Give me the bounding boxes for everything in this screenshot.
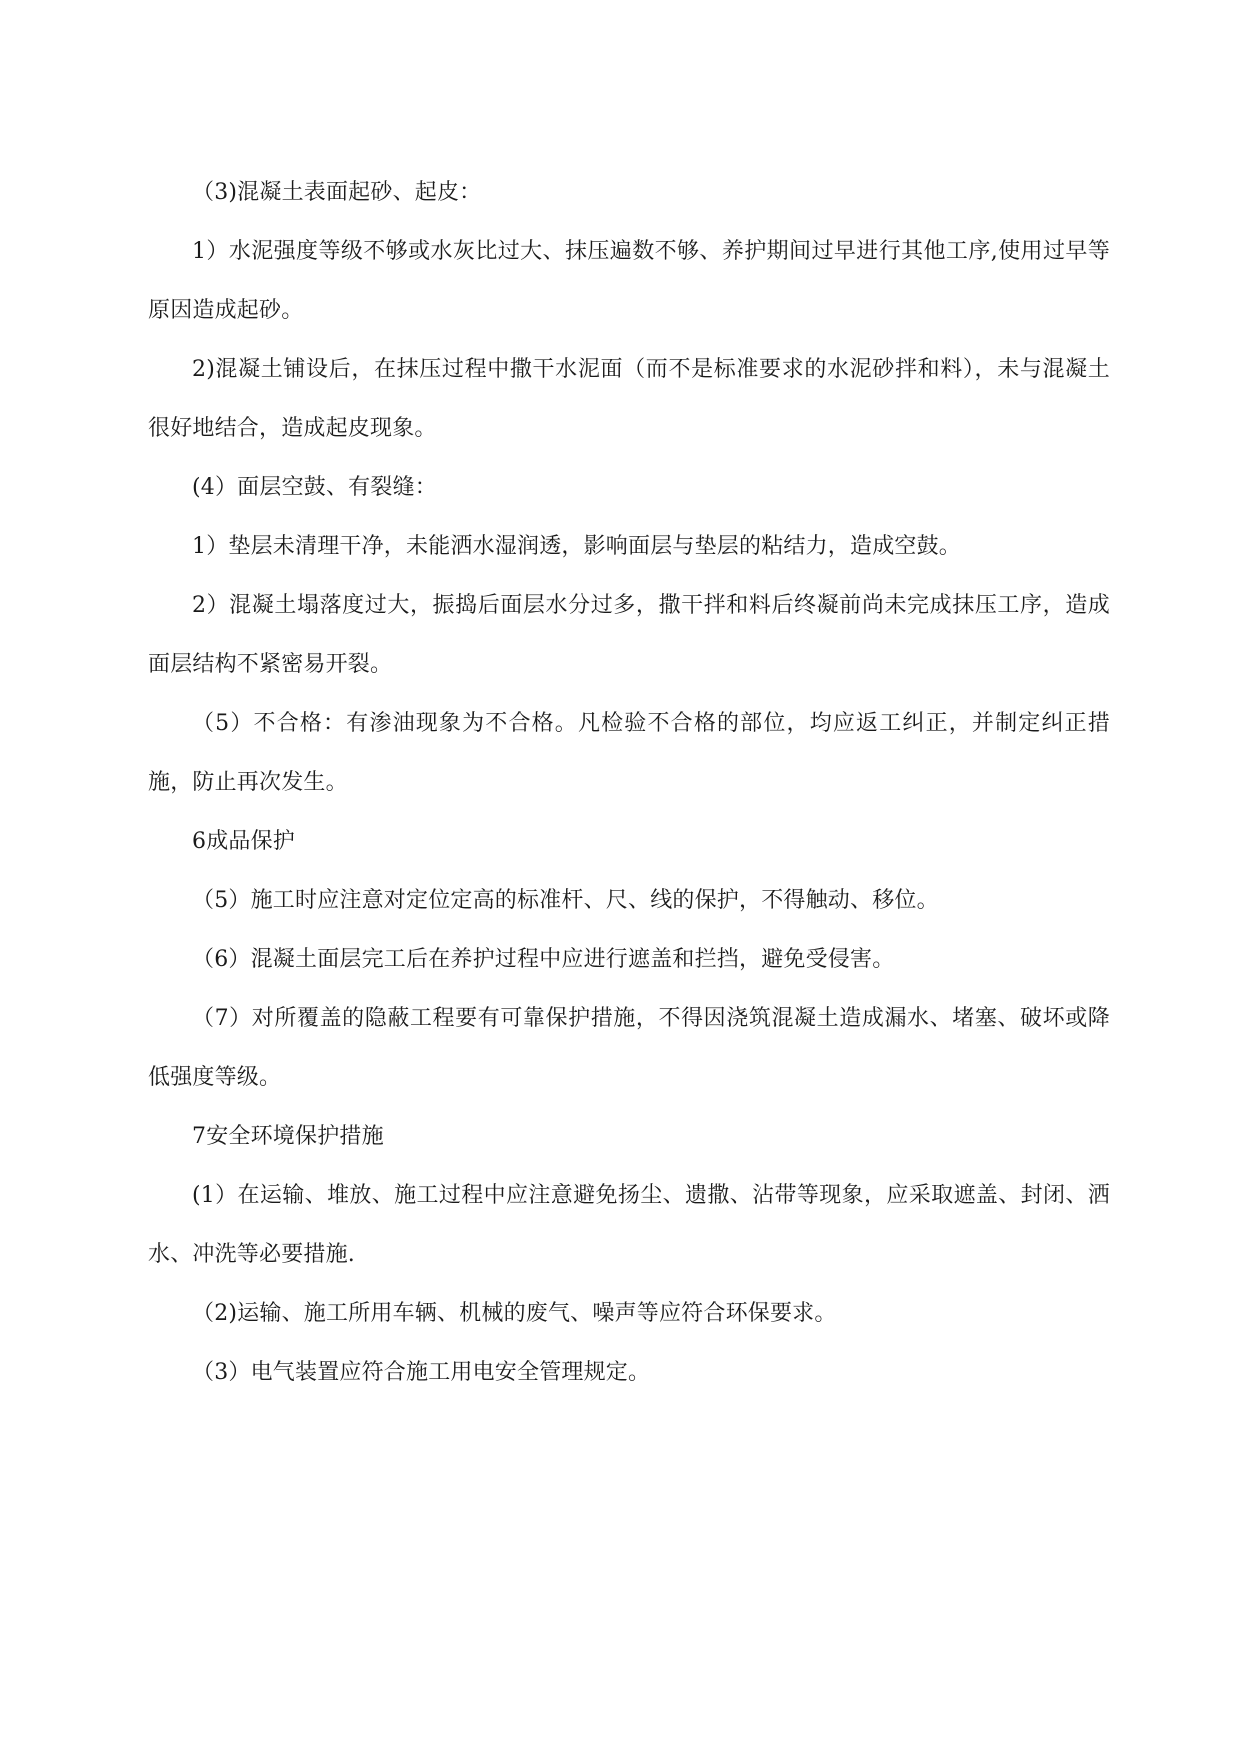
paragraph-safety-item-3: （3）电气装置应符合施工用电安全管理规定。 — [192, 1360, 651, 1385]
paragraph-safety-item-2: （2)运输、施工所用车辆、机械的废气、噪声等应符合环保要求。 — [192, 1301, 837, 1326]
paragraph-surface-sanding-heading: （3)混凝土表面起砂、起皮： — [192, 180, 482, 205]
paragraph-crack-cause: 2）混凝土塌落度过大，振捣后面层水分过多，撒干拌和料后终凝前尚未完成抹压工序，造成面层结构不紧密易开裂。 — [148, 593, 1110, 677]
paragraph-nonconformance: （5）不合格：有渗油现象为不合格。凡检验不合格的部位，均应返工纠正，并制定纠正措施，防止再次发生。 — [148, 711, 1110, 795]
paragraph-protection-item-6: （6）混凝土面层完工后在养护过程中应进行遮盖和拦挡，避免受侵害。 — [192, 947, 895, 972]
paragraph-safety-item-1: (1）在运输、堆放、施工过程中应注意避免扬尘、遗撒、沾带等现象，应采取遮盖、封闭、洒水、冲洗等必要措施. — [148, 1183, 1110, 1267]
paragraph-peeling-cause: 2)混凝土铺设后，在抹压过程中撒干水泥面（而不是标准要求的水泥砂拌和料），未与混凝土很好地结合，造成起皮现象。 — [148, 357, 1110, 441]
section-heading-safety-environment: 7安全环境保护措施 — [192, 1124, 384, 1149]
paragraph-protection-item-7: （7）对所覆盖的隐蔽工程要有可靠保护措施，不得因浇筑混凝土造成漏水、堵塞、破坏或降低强度等级。 — [148, 1006, 1110, 1090]
paragraph-hollow-crack-heading: (4）面层空鼓、有裂缝： — [192, 475, 437, 500]
paragraph-hollow-cause: 1）垫层未清理干净，未能洒水湿润透，影响面层与垫层的粘结力，造成空鼓。 — [192, 534, 961, 559]
document-body — [148, 163, 1110, 1402]
paragraph-sanding-cause: 1）水泥强度等级不够或水灰比过大、抹压遍数不够、养护期间过早进行其他工序,使用过早等原因造成起砂。 — [148, 239, 1110, 323]
paragraph-protection-item-5: （5）施工时应注意对定位定高的标准杆、尺、线的保护，不得触动、移位。 — [192, 888, 939, 913]
section-heading-product-protection: 6成品保护 — [192, 829, 295, 854]
